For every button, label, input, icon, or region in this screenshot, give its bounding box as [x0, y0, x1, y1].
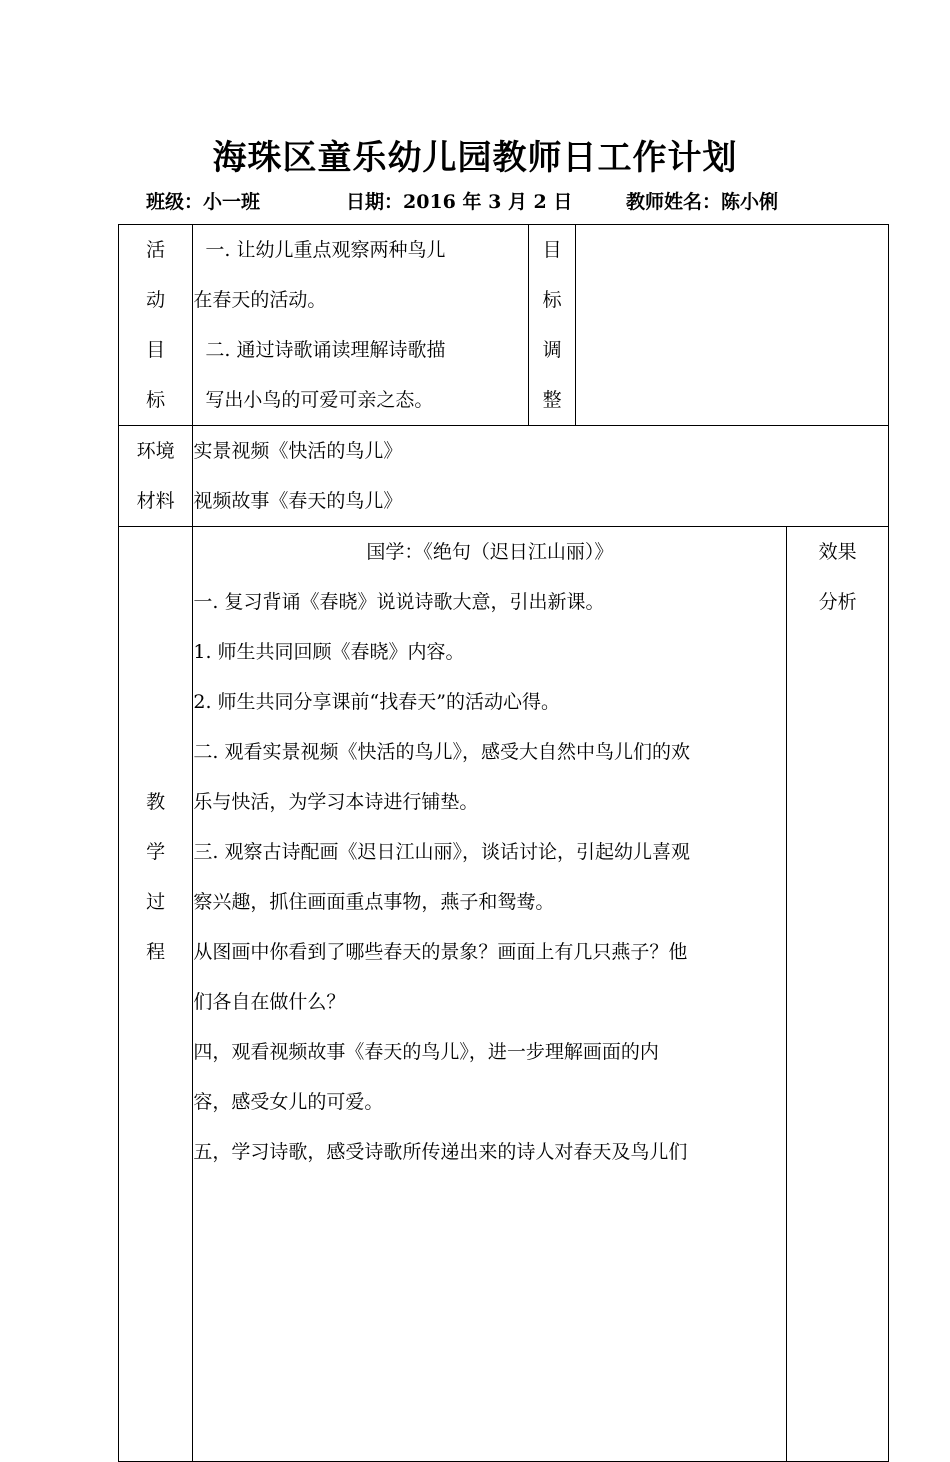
process-line: 察兴趣，抓住画面重点事物，燕子和鸳鸯。: [193, 891, 555, 913]
goal-adjust-label: 目 标 调 整: [529, 225, 576, 426]
material-line: 实景视频《快活的鸟儿》: [193, 440, 403, 462]
goal-line: 一. 让幼儿重点观察两种鸟儿: [205, 239, 446, 261]
process-line: 们各自在做什么？: [193, 991, 346, 1013]
process-line: 三. 观察古诗配画《迟日江山丽》，谈话讨论，引起幼儿喜观: [193, 841, 690, 863]
teacher-info: 教师姓名：陈小俐: [626, 191, 779, 213]
goal-line: 在春天的活动。: [193, 289, 327, 311]
process-content: [193, 527, 787, 1462]
lesson-heading: 国学：《绝句（迟日江山丽）》: [366, 541, 614, 563]
process-line: 容，感受女儿的可爱。: [193, 1091, 384, 1113]
goals-label: 活 动 目 标: [119, 225, 193, 426]
page-title: 海珠区童乐幼儿园教师日工作计划: [212, 138, 738, 178]
process-line: 二. 观看实景视频《快活的鸟儿》，感受大自然中鸟儿们的欢: [193, 741, 690, 763]
process-line: 1. 师生共同回顾《春晓》内容。: [193, 641, 465, 663]
process-line: 四，观看视频故事《春天的鸟儿》，进一步理解画面的内: [193, 1041, 659, 1063]
process-line: 2. 师生共同分享课前“找春天”的活动心得。: [193, 691, 560, 713]
material-line: 视频故事《春天的鸟儿》: [193, 490, 403, 512]
process-line: 乐与快活，为学习本诗进行铺垫。: [193, 791, 479, 813]
process-line: 一. 复习背诵《春晓》说说诗歌大意，引出新课。: [193, 591, 605, 613]
environment-label: 环境 材料: [119, 426, 193, 527]
process-line: 五，学习诗歌，感受诗歌所传递出来的诗人对春天及鸟儿们: [193, 1141, 688, 1163]
process-row: [119, 527, 889, 1462]
environment-content: [193, 426, 889, 527]
plan-table: [118, 224, 889, 1462]
process-label: 教 学 过 程: [119, 527, 193, 1462]
class-info: 班级：小一班: [146, 191, 261, 213]
effect-analysis-label: 效果 分析: [787, 527, 889, 1462]
goals-row: [119, 225, 889, 426]
environment-row: [119, 426, 889, 527]
goal-adjust-content: [576, 225, 889, 426]
goals-content: [193, 225, 529, 426]
goal-line: 二. 通过诗歌诵读理解诗歌描: [205, 339, 446, 361]
goal-line: 写出小鸟的可爱可亲之态。: [205, 389, 434, 411]
date-info: 日期：2016 年 3 月 2 日: [346, 191, 573, 213]
process-line: 从图画中你看到了哪些春天的景象？画面上有几只燕子？他: [193, 941, 688, 963]
